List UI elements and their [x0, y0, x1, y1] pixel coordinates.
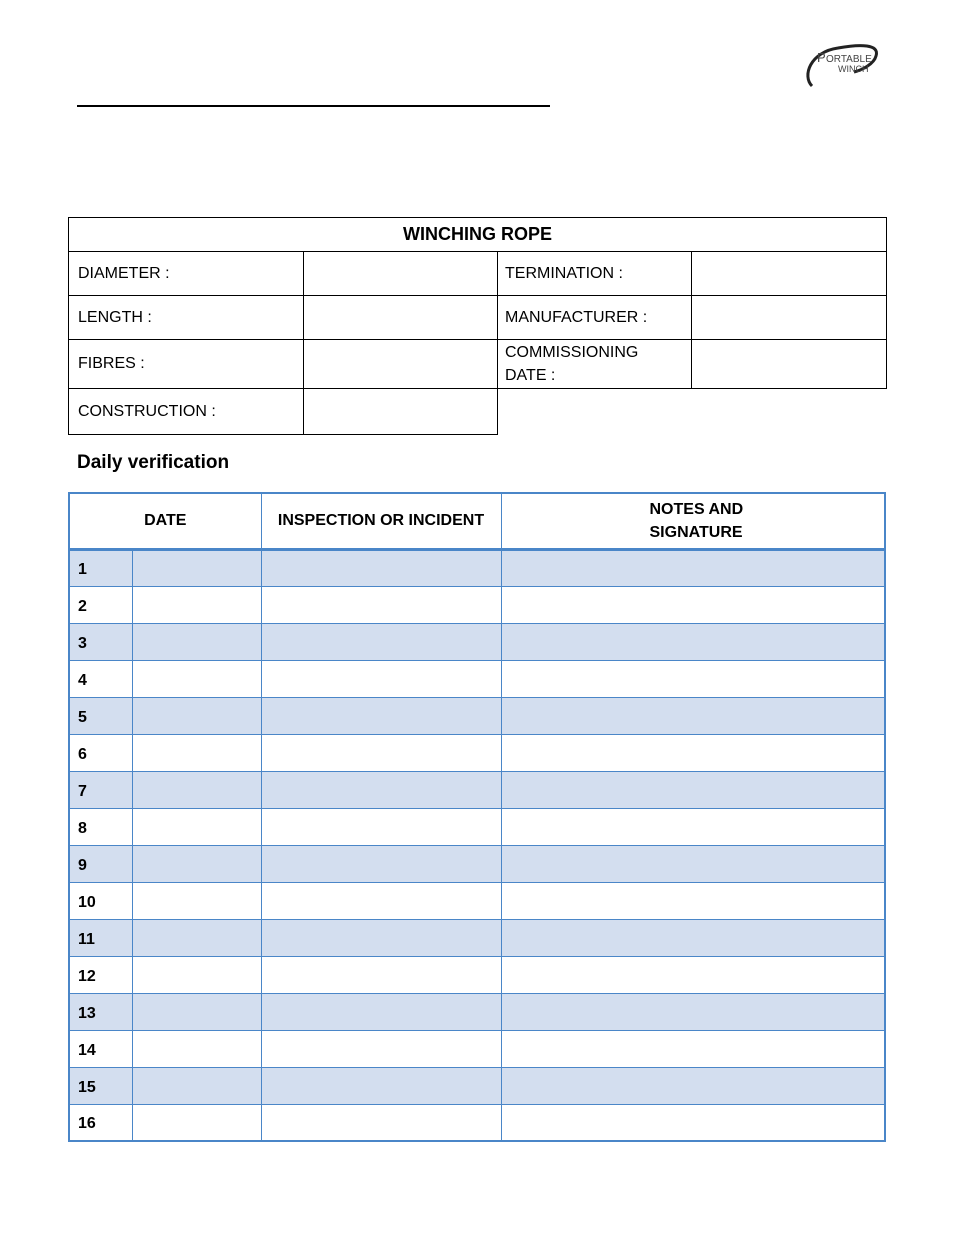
rope-table-title: WINCHING ROPE — [69, 218, 887, 252]
notes-cell[interactable] — [501, 660, 885, 697]
inspection-cell[interactable] — [261, 956, 501, 993]
title-underline — [77, 105, 550, 107]
notes-header-label: NOTES AND SIGNATURE — [649, 500, 744, 541]
row-number: 9 — [69, 845, 132, 882]
empty-area — [498, 389, 887, 435]
inspection-cell[interactable] — [261, 919, 501, 956]
row-number: 1 — [69, 549, 132, 586]
svg-text:ORTABLE: ORTABLE — [826, 54, 872, 65]
notes-cell[interactable] — [501, 771, 885, 808]
date-cell[interactable] — [132, 660, 261, 697]
row-number: 6 — [69, 734, 132, 771]
notes-header — [501, 493, 885, 549]
table-row — [69, 1067, 885, 1104]
table-row — [69, 623, 885, 660]
row-number: 2 — [69, 586, 132, 623]
inspection-cell[interactable] — [261, 882, 501, 919]
date-header: DATE — [69, 493, 261, 549]
notes-cell[interactable] — [501, 1030, 885, 1067]
row-number: 13 — [69, 993, 132, 1030]
table-row — [69, 1030, 885, 1067]
daily-verification-table — [68, 492, 886, 1142]
inspection-cell[interactable] — [261, 993, 501, 1030]
row-number: 7 — [69, 771, 132, 808]
row-number: 5 — [69, 697, 132, 734]
commissioning-date-field[interactable] — [692, 340, 887, 389]
date-cell[interactable] — [132, 1104, 261, 1141]
table-row — [69, 660, 885, 697]
table-row — [69, 808, 885, 845]
inspection-cell[interactable] — [261, 1030, 501, 1067]
notes-cell[interactable] — [501, 623, 885, 660]
diameter-field[interactable] — [304, 252, 498, 296]
inspection-header: INSPECTION OR INCIDENT — [261, 493, 501, 549]
inspection-cell[interactable] — [261, 586, 501, 623]
date-cell[interactable] — [132, 808, 261, 845]
table-row — [69, 771, 885, 808]
notes-cell[interactable] — [501, 549, 885, 586]
row-number: 4 — [69, 660, 132, 697]
date-cell[interactable] — [132, 1030, 261, 1067]
inspection-cell[interactable] — [261, 1104, 501, 1141]
notes-cell[interactable] — [501, 882, 885, 919]
termination-label: TERMINATION : — [498, 252, 692, 296]
table-row — [69, 919, 885, 956]
fibres-field[interactable] — [304, 340, 498, 389]
length-label: LENGTH : — [69, 296, 304, 340]
inspection-cell[interactable] — [261, 771, 501, 808]
notes-cell[interactable] — [501, 919, 885, 956]
table-row — [69, 1104, 885, 1141]
construction-label: CONSTRUCTION : — [69, 389, 304, 435]
notes-cell[interactable] — [501, 697, 885, 734]
date-cell[interactable] — [132, 882, 261, 919]
notes-cell[interactable] — [501, 993, 885, 1030]
notes-cell[interactable] — [501, 1104, 885, 1141]
date-cell[interactable] — [132, 771, 261, 808]
manufacturer-label: MANUFACTURER : — [498, 296, 692, 340]
row-number: 12 — [69, 956, 132, 993]
row-number: 10 — [69, 882, 132, 919]
date-cell[interactable] — [132, 993, 261, 1030]
length-field[interactable] — [304, 296, 498, 340]
table-row — [69, 697, 885, 734]
section-heading: Daily verification — [77, 452, 230, 473]
inspection-cell[interactable] — [261, 623, 501, 660]
date-cell[interactable] — [132, 956, 261, 993]
notes-cell[interactable] — [501, 845, 885, 882]
table-row — [69, 993, 885, 1030]
date-cell[interactable] — [132, 623, 261, 660]
notes-cell[interactable] — [501, 586, 885, 623]
inspection-cell[interactable] — [261, 808, 501, 845]
inspection-cell[interactable] — [261, 1067, 501, 1104]
svg-text:WINCH: WINCH — [838, 64, 869, 74]
date-cell[interactable] — [132, 697, 261, 734]
table-row — [69, 549, 885, 586]
table-row — [69, 734, 885, 771]
inspection-cell[interactable] — [261, 734, 501, 771]
inspection-cell[interactable] — [261, 549, 501, 586]
date-cell[interactable] — [132, 1067, 261, 1104]
table-row — [69, 956, 885, 993]
commissioning-date-label: COMMISSIONING DATE : — [498, 340, 692, 389]
row-number: 8 — [69, 808, 132, 845]
diameter-label: DIAMETER : — [69, 252, 304, 296]
row-number: 16 — [69, 1104, 132, 1141]
construction-field[interactable] — [304, 389, 498, 435]
inspection-cell[interactable] — [261, 845, 501, 882]
row-number: 14 — [69, 1030, 132, 1067]
date-cell[interactable] — [132, 586, 261, 623]
row-number: 15 — [69, 1067, 132, 1104]
fibres-label: FIBRES : — [69, 340, 304, 389]
date-cell[interactable] — [132, 734, 261, 771]
notes-cell[interactable] — [501, 734, 885, 771]
row-number: 11 — [69, 919, 132, 956]
notes-cell[interactable] — [501, 808, 885, 845]
table-row — [69, 586, 885, 623]
inspection-cell[interactable] — [261, 697, 501, 734]
table-row — [69, 882, 885, 919]
portable-winch-logo — [804, 38, 880, 90]
svg-text:P: P — [817, 50, 826, 65]
date-cell[interactable] — [132, 845, 261, 882]
notes-cell[interactable] — [501, 956, 885, 993]
row-number: 3 — [69, 623, 132, 660]
date-cell[interactable] — [132, 549, 261, 586]
manufacturer-field[interactable] — [692, 296, 887, 340]
inspection-cell[interactable] — [261, 660, 501, 697]
table-row — [69, 845, 885, 882]
termination-field[interactable] — [692, 252, 887, 296]
winching-rope-table — [68, 217, 886, 435]
notes-cell[interactable] — [501, 1067, 885, 1104]
date-cell[interactable] — [132, 919, 261, 956]
